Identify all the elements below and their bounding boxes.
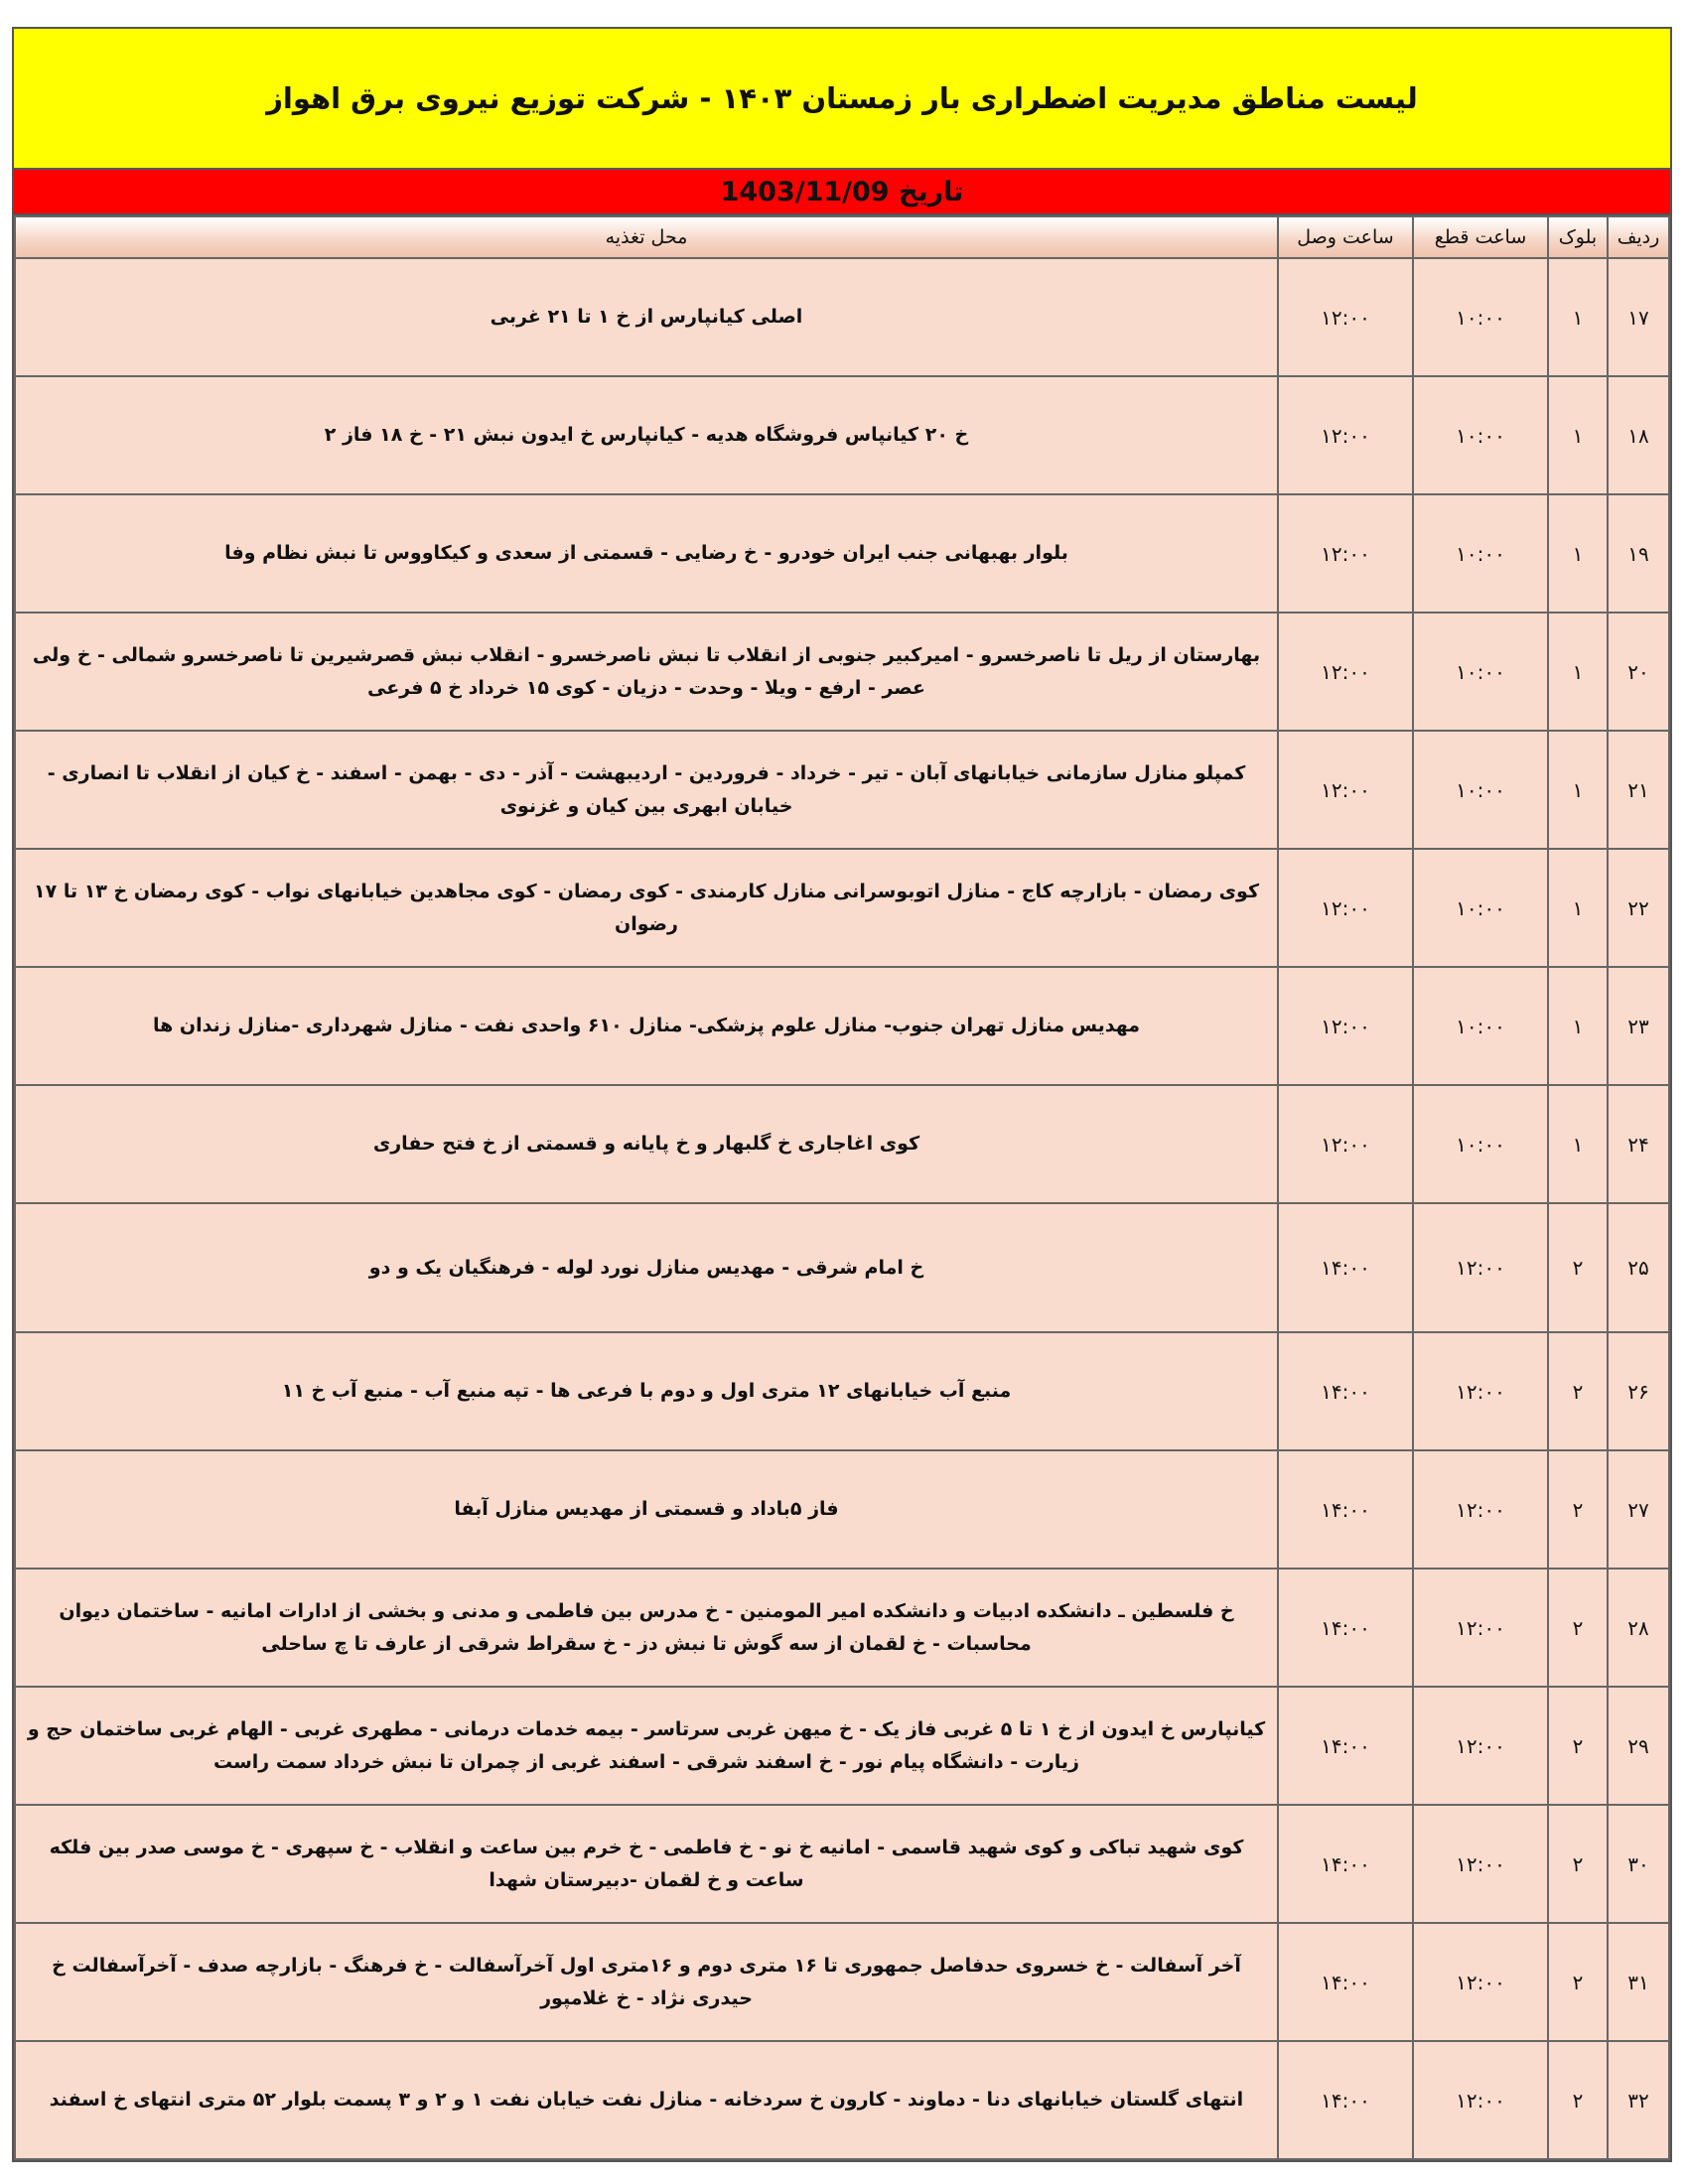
row-location: خ فلسطین ـ دانشکده ادبیات و دانشکده امیر المومنین - خ مدرس بین فاطمی و مدنی و بخشی از ادارات امانیه - ساختمان دیوان محاسبات - خ لقمان از سه گوش تا نبش دز - خ سقراط شرقی از عارف تا چ ساحلی <box>15 1569 1278 1687</box>
header-row-number: ردیف <box>1608 216 1669 258</box>
row-number: ۳۰ <box>1608 1805 1669 1923</box>
row-block: ۲ <box>1548 1203 1608 1332</box>
row-number: ۳۲ <box>1608 2041 1669 2159</box>
row-cut-time: ۱۰:۰۰ <box>1413 967 1548 1085</box>
row-block: ۲ <box>1548 1687 1608 1805</box>
row-number: ۲۶ <box>1608 1332 1669 1450</box>
row-block: ۱ <box>1548 494 1608 613</box>
row-cut-time: ۱۰:۰۰ <box>1413 494 1548 613</box>
row-connect-time: ۱۲:۰۰ <box>1278 967 1413 1085</box>
row-location: کوی اغاجاری خ گلبهار و خ پایانه و قسمتی از خ فتح حفاری <box>15 1085 1278 1203</box>
row-cut-time: ۱۲:۰۰ <box>1413 1805 1548 1923</box>
table-row <box>15 731 1669 849</box>
row-number: ۲۲ <box>1608 849 1669 967</box>
row-block: ۲ <box>1548 1569 1608 1687</box>
row-cut-time: ۱۰:۰۰ <box>1413 376 1548 494</box>
row-number: ۱۹ <box>1608 494 1669 613</box>
row-connect-time: ۱۲:۰۰ <box>1278 1085 1413 1203</box>
row-location: بهارستان از ریل تا ناصرخسرو - امیرکبیر جنوبی از انقلاب تا نبش ناصرخسرو - انقلاب نبش قصرشیرین تا ناصرخسرو شمالی - خ ولی عصر - ارفع - ویلا - وحدت - دزیان - کوی ۱۵ خرداد خ ۵ فرعی <box>15 613 1278 731</box>
table-row <box>15 258 1669 376</box>
table-row <box>15 1923 1669 2041</box>
row-location: اصلی کیانپارس از خ ۱ تا ۲۱ غربی <box>15 258 1278 376</box>
date-bar <box>14 170 1670 215</box>
row-connect-time: ۱۲:۰۰ <box>1278 849 1413 967</box>
schedule-sheet <box>12 27 1672 2162</box>
row-location: کوی شهید تباکی و کوی شهید قاسمی - امانیه خ نو - خ فاطمی - خ خرم بین ساعت و انقلاب - خ سپهری - خ موسی صدر بین فلکه ساعت و خ لقمان -دبیرستان شهدا <box>15 1805 1278 1923</box>
table-row <box>15 376 1669 494</box>
table-row <box>15 967 1669 1085</box>
document-title: لیست مناطق مدیریت اضطراری بار زمستان ۱۴۰۳ - شرکت توزیع نیروی برق اهواز <box>266 81 1418 115</box>
table-row <box>15 849 1669 967</box>
outage-table <box>14 215 1670 2160</box>
row-cut-time: ۱۰:۰۰ <box>1413 849 1548 967</box>
row-location: فاز ۵باداد و قسمتی از مهدیس منازل آبفا <box>15 1450 1278 1569</box>
table-row <box>15 1569 1669 1687</box>
row-connect-time: ۱۲:۰۰ <box>1278 731 1413 849</box>
row-location: خ امام شرقی - مهدیس منازل نورد لوله - فرهنگیان یک و دو <box>15 1203 1278 1332</box>
row-block: ۱ <box>1548 731 1608 849</box>
header-connect-time: ساعت وصل <box>1278 216 1413 258</box>
row-number: ۲۰ <box>1608 613 1669 731</box>
row-connect-time: ۱۴:۰۰ <box>1278 1332 1413 1450</box>
row-block: ۲ <box>1548 1805 1608 1923</box>
header-cut-time: ساعت قطع <box>1413 216 1548 258</box>
row-connect-time: ۱۴:۰۰ <box>1278 1805 1413 1923</box>
row-number: ۳۱ <box>1608 1923 1669 2041</box>
row-block: ۱ <box>1548 613 1608 731</box>
row-block: ۲ <box>1548 1332 1608 1450</box>
row-connect-time: ۱۲:۰۰ <box>1278 613 1413 731</box>
header-block: بلوک <box>1548 216 1608 258</box>
row-location: بلوار بهبهانی جنب ایران خودرو - خ رضایی - قسمتی از سعدی و کیکاووس تا نبش نظام وفا <box>15 494 1278 613</box>
table-header-row <box>15 216 1669 258</box>
row-block: ۱ <box>1548 849 1608 967</box>
table-row <box>15 1450 1669 1569</box>
row-cut-time: ۱۰:۰۰ <box>1413 613 1548 731</box>
row-cut-time: ۱۰:۰۰ <box>1413 731 1548 849</box>
table-row <box>15 2041 1669 2159</box>
row-connect-time: ۱۴:۰۰ <box>1278 1450 1413 1569</box>
row-number: ۲۱ <box>1608 731 1669 849</box>
row-block: ۱ <box>1548 376 1608 494</box>
row-block: ۱ <box>1548 967 1608 1085</box>
row-connect-time: ۱۲:۰۰ <box>1278 376 1413 494</box>
row-cut-time: ۱۲:۰۰ <box>1413 1203 1548 1332</box>
table-row <box>15 613 1669 731</box>
row-number: ۲۷ <box>1608 1450 1669 1569</box>
row-location: منبع آب خیابانهای ۱۲ متری اول و دوم با فرعی ها - تپه منبع آب - منبع آب خ ۱۱ <box>15 1332 1278 1450</box>
row-block: ۱ <box>1548 258 1608 376</box>
row-cut-time: ۱۰:۰۰ <box>1413 258 1548 376</box>
row-number: ۲۳ <box>1608 967 1669 1085</box>
document-title-bar <box>14 29 1670 170</box>
row-location: کمپلو منازل سازمانی خیابانهای آبان - تیر - خرداد - فروردین - اردیبهشت - آذر - دی - بهمن - اسفند - خ کیان از انقلاب تا انصاری - خیابان ابهری بین کیان و غزنوی <box>15 731 1278 849</box>
row-connect-time: ۱۲:۰۰ <box>1278 494 1413 613</box>
row-cut-time: ۱۲:۰۰ <box>1413 1687 1548 1805</box>
row-number: ۱۷ <box>1608 258 1669 376</box>
row-connect-time: ۱۴:۰۰ <box>1278 1569 1413 1687</box>
table-row <box>15 494 1669 613</box>
row-connect-time: ۱۴:۰۰ <box>1278 1203 1413 1332</box>
table-row <box>15 1085 1669 1203</box>
row-block: ۲ <box>1548 2041 1608 2159</box>
header-location: محل تغذیه <box>15 216 1278 258</box>
row-block: ۲ <box>1548 1450 1608 1569</box>
document-date: تاریخ 1403/11/09 <box>720 176 964 207</box>
row-cut-time: ۱۲:۰۰ <box>1413 1332 1548 1450</box>
row-number: ۲۹ <box>1608 1687 1669 1805</box>
row-location: خ ۲۰ کیانپاس فروشگاه هدیه - کیانپارس خ ایدون نبش ۲۱ - خ ۱۸ فاز ۲ <box>15 376 1278 494</box>
row-connect-time: ۱۴:۰۰ <box>1278 2041 1413 2159</box>
row-cut-time: ۱۲:۰۰ <box>1413 2041 1548 2159</box>
row-location: مهدیس منازل تهران جنوب- منازل علوم پزشکی- منازل ۶۱۰ واحدی نفت - منازل شهرداری -منازل زندان ها <box>15 967 1278 1085</box>
table-row <box>15 1805 1669 1923</box>
row-number: ۲۵ <box>1608 1203 1669 1332</box>
row-number: ۲۴ <box>1608 1085 1669 1203</box>
row-number: ۱۸ <box>1608 376 1669 494</box>
table-row <box>15 1203 1669 1332</box>
row-connect-time: ۱۴:۰۰ <box>1278 1923 1413 2041</box>
row-cut-time: ۱۲:۰۰ <box>1413 1569 1548 1687</box>
row-location: آخر آسفالت - خ خسروی حدفاصل جمهوری تا ۱۶ متری دوم و ۱۶متری اول آخرآسفالت - خ فرهنگ - بازارچه صدف - آخرآسفالت خ حیدری نژاد - خ غلامپور <box>15 1923 1278 2041</box>
row-cut-time: ۱۰:۰۰ <box>1413 1085 1548 1203</box>
row-location: کیانپارس خ ایدون از خ ۱ تا ۵ غربی فاز یک - خ میهن غربی سرتاسر - بیمه خدمات درمانی - مطهری غربی - الهام غربی ساختمان حج و زیارت - دانشگاه پیام نور - خ اسفند شرقی - اسفند غربی از چمران تا نبش خرداد سمت راست <box>15 1687 1278 1805</box>
row-number: ۲۸ <box>1608 1569 1669 1687</box>
row-location: انتهای گلستان خیابانهای دنا - دماوند - کارون خ سردخانه - منازل نفت خیابان نفت ۱ و ۲ و ۳ پسمت بلوار ۵۲ متری انتهای خ اسفند <box>15 2041 1278 2159</box>
table-row <box>15 1687 1669 1805</box>
row-location: کوی رمضان - بازارچه کاج - منازل اتوبوسرانی منازل کارمندی - کوی رمضان - کوی مجاهدین خیابانهای نواب - کوی رمضان خ ۱۳ تا ۱۷ رضوان <box>15 849 1278 967</box>
row-block: ۱ <box>1548 1085 1608 1203</box>
row-connect-time: ۱۴:۰۰ <box>1278 1687 1413 1805</box>
row-block: ۲ <box>1548 1923 1608 2041</box>
table-row <box>15 1332 1669 1450</box>
row-cut-time: ۱۲:۰۰ <box>1413 1450 1548 1569</box>
row-cut-time: ۱۲:۰۰ <box>1413 1923 1548 2041</box>
row-connect-time: ۱۲:۰۰ <box>1278 258 1413 376</box>
